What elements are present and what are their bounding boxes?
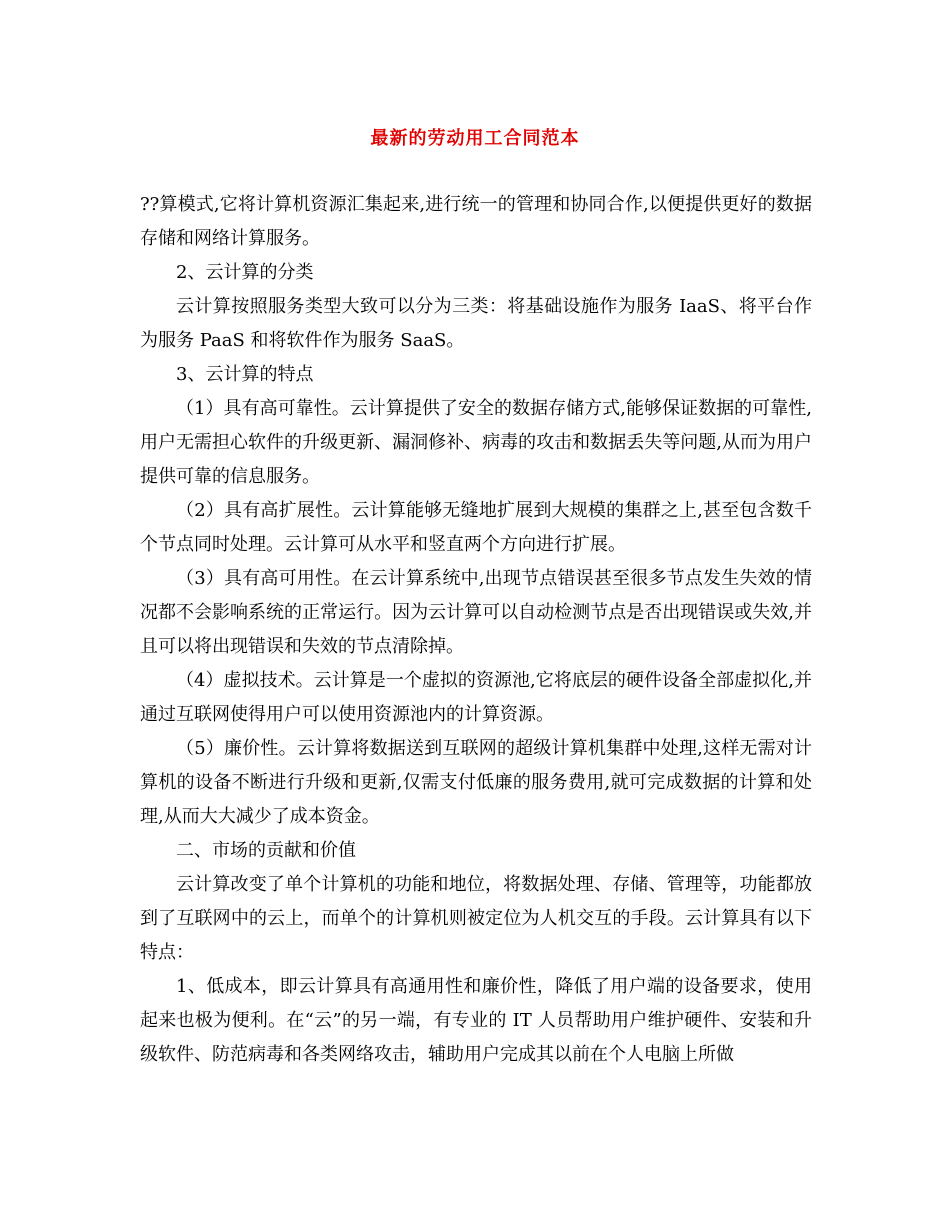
document-body xyxy=(140,188,812,1072)
paragraph: 二、市场的贡献和价值 xyxy=(176,840,356,861)
paragraph: （2）具有高扩展性。云计算能够无缝地扩展到大规模的集群之上,甚至包含数千个节点同时处理。云计算可从水平和竖直两个方向进行扩展。 xyxy=(140,500,812,555)
paragraph: ??算模式,它将计算机资源汇集起来,进行统一的管理和协同合作,以便提供更好的数据存储和网络计算服务。 xyxy=(140,194,812,249)
paragraph: 1、低成本，即云计算具有高通用性和廉价性，降低了用户端的设备要求，使用起来也极为便利。在“云”的另一端，有专业的 IT 人员帮助用户维护硬件、安装和升级软件、防范病毒和各类网络攻击，辅助用户完成其以前在个人电脑上所做 xyxy=(140,976,812,1065)
paragraph: 3、云计算的特点 xyxy=(176,364,314,385)
paragraph: （3）具有高可用性。在云计算系统中,出现节点错误甚至很多节点发生失效的情况都不会影响系统的正常运行。因为云计算可以自动检测节点是否出现错误或失效,并且可以将出现错误和失效的节点清除掉。 xyxy=(140,568,812,657)
paragraph: 云计算改变了单个计算机的功能和地位，将数据处理、存储、管理等，功能都放到了互联网中的云上，而单个的计算机则被定位为人机交互的手段。云计算具有以下特点： xyxy=(140,874,812,963)
paragraph: （4）虚拟技术。云计算是一个虚拟的资源池,它将底层的硬件设备全部虚拟化,并通过互联网使得用户可以使用资源池内的计算资源。 xyxy=(140,670,812,725)
paragraph: （5）廉价性。云计算将数据送到互联网的超级计算机集群中处理,这样无需对计算机的设备不断进行升级和更新,仅需支付低廉的服务费用,就可完成数据的计算和处理,从而大大减少了成本资金。 xyxy=(140,738,812,827)
paragraph: 云计算按照服务类型大致可以分为三类：将基础设施作为服务 IaaS、将平台作为服务 PaaS 和将软件作为服务 SaaS。 xyxy=(140,296,812,351)
paragraph: （1）具有高可靠性。云计算提供了安全的数据存储方式,能够保证数据的可靠性,用户无需担心软件的升级更新、漏洞修补、病毒的攻击和数据丢失等问题,从而为用户提供可靠的信息服务。 xyxy=(140,398,812,487)
document-title: 最新的劳动用工合同范本 xyxy=(370,128,580,149)
paragraph: 2、云计算的分类 xyxy=(176,262,314,283)
